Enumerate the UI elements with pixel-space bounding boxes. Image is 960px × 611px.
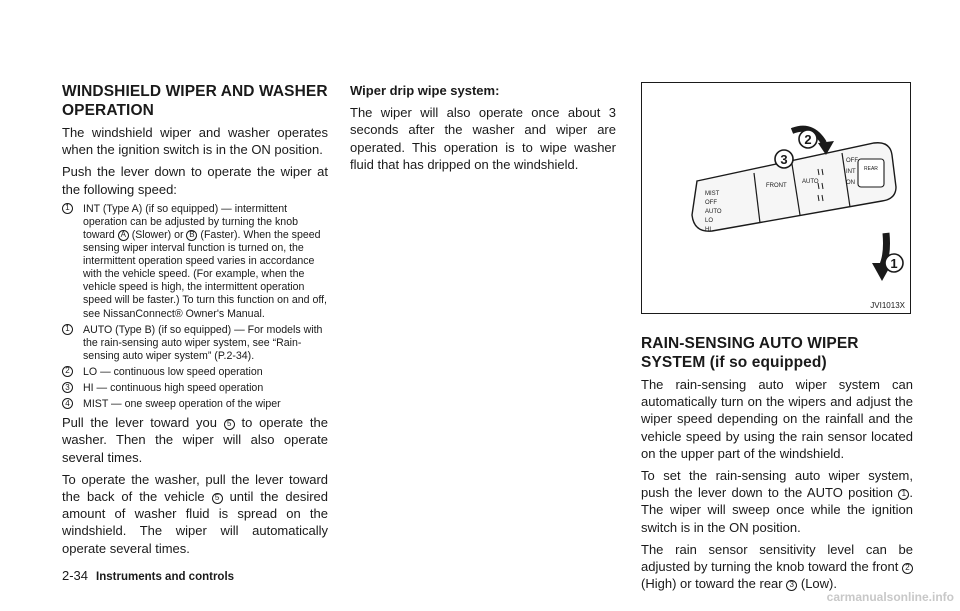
watermark: carmanualsonline.info xyxy=(826,590,954,604)
speed-list xyxy=(62,203,328,411)
wiper-lever-illustration xyxy=(642,83,910,313)
push-lever-paragraph: Push the lever down to operate the wiper at the following speed: xyxy=(62,164,328,197)
callout-number: 5 xyxy=(224,419,235,430)
list-item: 1 AUTO (Type B) (if so equipped) — For models with the rain-sensing auto wiper system, see “Rain-sensing auto wiper system” (P.2-34). xyxy=(62,324,328,363)
lever-label-int: INT xyxy=(846,169,856,175)
lever-label-mist: MIST xyxy=(705,191,720,197)
list-item: 3 HI — continuous high speed operation xyxy=(62,382,328,395)
callout-number: 4 xyxy=(62,398,73,409)
callout-number: 3 xyxy=(62,382,73,393)
lever-label-auto-ring: AUTO xyxy=(802,179,819,185)
column-middle xyxy=(350,82,616,178)
callout-number: 2 xyxy=(902,563,913,574)
footer-section-name: Instruments and controls xyxy=(96,571,235,583)
lever-label-hi: HI xyxy=(705,227,711,233)
lever-label-off: OFF xyxy=(705,200,717,206)
callout-1: 1 xyxy=(890,256,898,271)
figure-code: JVI1013X xyxy=(870,301,905,310)
list-item: 4 MIST — one sweep operation of the wiper xyxy=(62,398,328,411)
callout-number: 1 xyxy=(62,324,73,335)
section-title-rain-sensing: RAIN-SENSING AUTO WIPER SYSTEM (if so equipped) xyxy=(641,335,859,371)
callout-3: 3 xyxy=(780,152,788,167)
lever-label-off-rear: OFF xyxy=(846,158,858,164)
lever-label-rear: REAR xyxy=(864,166,878,172)
list-item: 1 INT (Type A) (if so equipped) — intermittent operation can be adjusted by turning the knob toward A (Slower) or B (Faster). When the speed sensing wiper interval function is turned on, the intermittent operation speed varies in accordance with the vehicle speed. (For example, when the vehicle speed is high, the intermittent operation speed will be faster.) To turn this function on and off, see NissanConnect® Owner's Manual. xyxy=(62,203,328,321)
lever-label-lo: LO xyxy=(705,218,714,224)
column-left xyxy=(62,82,328,562)
drip-wipe-paragraph: The wiper will also operate once about 3 seconds after the washer and wiper are operated. This operation is to wipe washer fluid that has dripped on the windshield. xyxy=(350,105,616,172)
washer-paragraph: To operate the washer, pull the lever toward the back of the vehicle 5 until the desired amount of washer fluid is spread on the windshield. The wiper will automatically operate several times. xyxy=(62,471,329,556)
lever-label-on: ON xyxy=(846,180,855,186)
callout-number: 2 xyxy=(62,366,73,377)
section-title-wiper-washer: WINDSHIELD WIPER AND WASHER OPERATION xyxy=(62,83,328,119)
callout-letter: A xyxy=(118,230,129,241)
rain-sensing-paragraph-3: The rain sensor sensitivity level can be adjusted by turning the knob toward the front 2 (High) or toward the rear 3 (Low). xyxy=(641,541,913,592)
lever-label-auto: AUTO xyxy=(705,209,722,215)
drip-wipe-subtitle: Wiper drip wipe system: xyxy=(350,83,500,98)
callout-number: 3 xyxy=(786,580,797,591)
callout-number: 5 xyxy=(212,493,223,504)
page-footer xyxy=(62,568,234,583)
pull-lever-paragraph: Pull the lever toward you 5 to operate the washer. Then the wiper will also operate several times. xyxy=(62,415,328,465)
column-right xyxy=(641,82,913,597)
rain-sensing-paragraph-2: To set the rain-sensing auto wiper system, push the lever down to the AUTO position 1 . The wiper will sweep once while the ignition switch is in the ON position. xyxy=(641,468,913,535)
page-number: 2-34 xyxy=(62,568,89,583)
intro-paragraph: The windshield wiper and washer operates when the ignition switch is in the ON position. xyxy=(62,125,328,158)
callout-number: 1 xyxy=(62,203,73,214)
list-item: 2 LO — continuous low speed operation xyxy=(62,366,328,379)
rain-sensing-paragraph-1: The rain-sensing auto wiper system can automatically turn on the wipers and adjust the wiper speed depending on the rainfall and the vehicle speed by using the rain sensor located on the upper part of the windshield. xyxy=(641,377,913,461)
callout-2: 2 xyxy=(804,132,812,147)
wiper-lever-figure xyxy=(641,82,911,314)
callout-number: 1 xyxy=(898,489,909,500)
callout-letter: B xyxy=(186,230,197,241)
lever-label-front: FRONT xyxy=(766,183,787,189)
